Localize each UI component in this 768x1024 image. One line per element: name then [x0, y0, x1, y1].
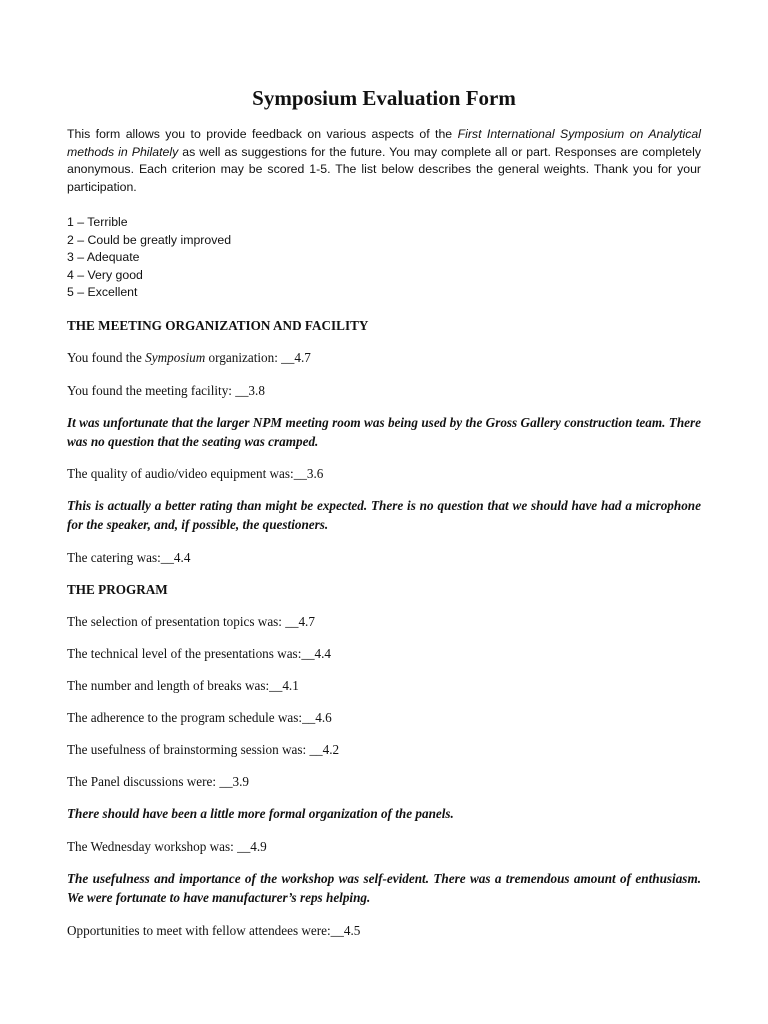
- question-panel: The Panel discussions were: __3.9: [67, 774, 250, 789]
- symposium-word: Symposium: [145, 350, 206, 365]
- note-facility: It was unfortunate that the larger NPM meeting room was being used by the Gross Gallery construction team. There was no question that the seating was cramped.: [67, 415, 701, 449]
- question-technical-level: The technical level of the presentations was:__4.4: [67, 646, 332, 661]
- note-panel: There should have been a little more formal organization of the panels.: [67, 806, 454, 821]
- rating-scale-item: 3 – Adequate: [67, 250, 140, 264]
- question-organization: [67, 348, 701, 367]
- question-facility: You found the meeting facility: __3.8: [67, 383, 265, 398]
- rating-scale-item: 5 – Excellent: [67, 285, 138, 299]
- question-organization-score: organization: __4.7: [205, 350, 311, 365]
- rating-scale-item: 4 – Very good: [67, 267, 143, 282]
- intro-text-end: as well as suggestions for the future. You may complete all or part. Responses are completely anonymous. Each criterion may be scored 1-5. The list below describes the general weights. Thank you for your participation.: [67, 144, 701, 194]
- question-breaks: The number and length of breaks was:__4.1: [67, 678, 299, 693]
- rating-scale-item: 2 – Could be greatly improved: [67, 232, 232, 247]
- note-audio-video: This is actually a better rating than might be expected. There is no question that we should have had a microphone for the speaker, and, if possible, the questioners.: [67, 498, 701, 532]
- question-catering: The catering was:__4.4: [67, 550, 191, 565]
- intro-paragraph: [67, 126, 701, 196]
- question-brainstorming: The usefulness of brainstorming session was: __4.2: [67, 742, 340, 757]
- question-workshop: The Wednesday workshop was: __4.9: [67, 839, 267, 854]
- question-topics: The selection of presentation topics was: __4.7: [67, 614, 315, 629]
- section-heading-meeting: THE MEETING ORGANIZATION AND FACILITY: [67, 318, 369, 333]
- note-workshop: The usefulness and importance of the workshop was self-evident. There was a tremendous amount of enthusiasm. We were fortunate to have manufacturer’s reps helping.: [67, 871, 701, 905]
- rating-scale-item: 1 – Terrible: [67, 215, 128, 229]
- question-opportunities: Opportunities to meet with fellow attendees were:__4.5: [67, 923, 361, 938]
- rating-scale-list: [67, 214, 231, 302]
- symposium-name: First International Symposium on Analytical methods in Philately: [67, 127, 701, 159]
- question-organization-start: You found the: [67, 350, 146, 365]
- question-audio-video: The quality of audio/video equipment was:__3.6: [67, 466, 324, 481]
- section-heading-program: THE PROGRAM: [67, 582, 168, 597]
- intro-text-start: This form allows you to provide feedback on various aspects of the: [67, 127, 458, 141]
- question-schedule: The adherence to the program schedule was:__4.6: [67, 710, 332, 725]
- form-title: Symposium Evaluation Form: [252, 86, 516, 110]
